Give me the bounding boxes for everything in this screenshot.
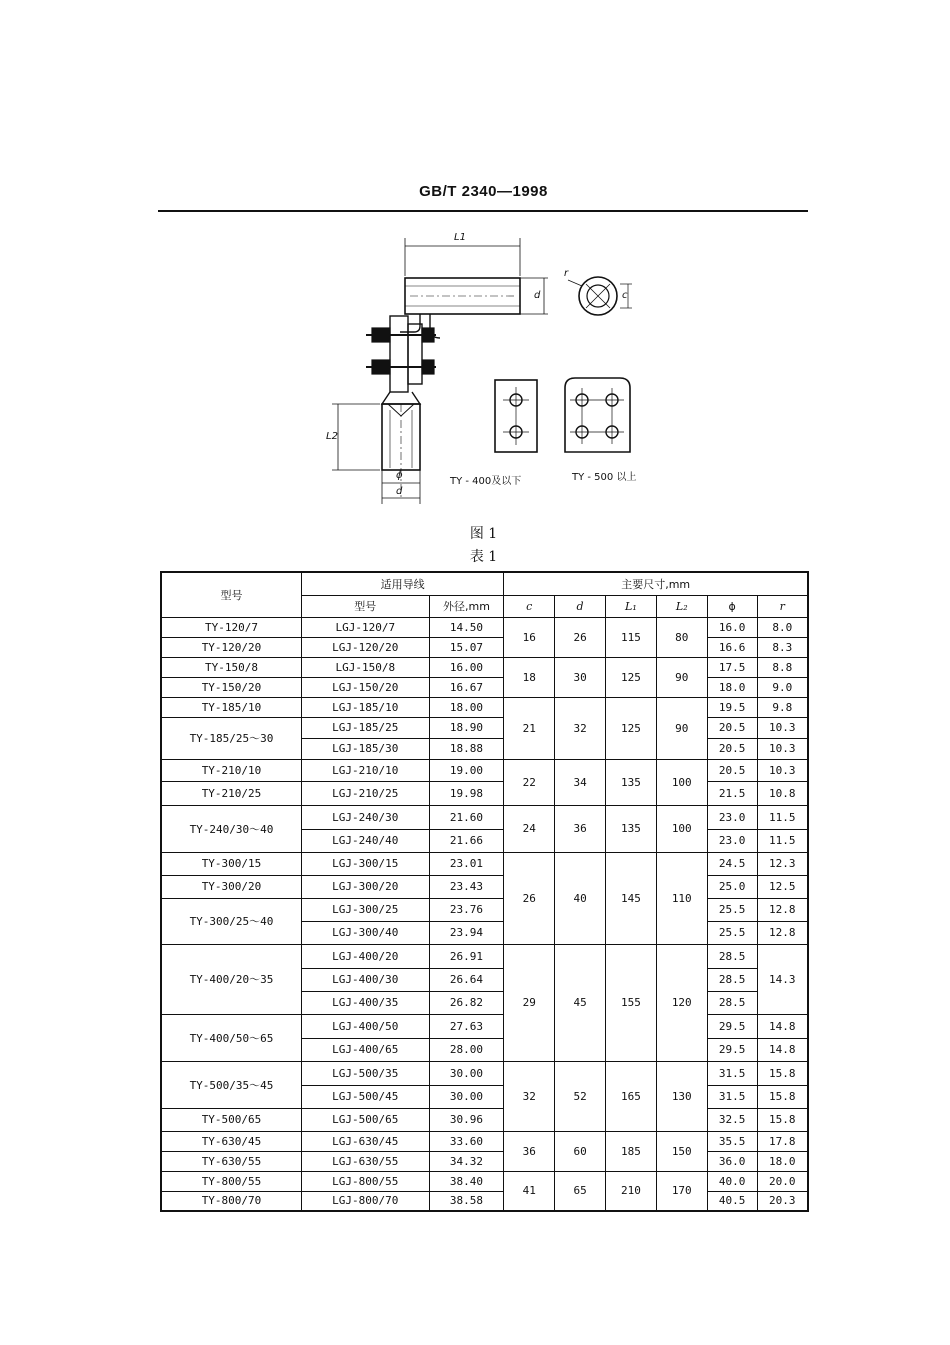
cell-d: 45 [555, 944, 606, 1061]
figure-1-drawing [320, 228, 650, 508]
cell-d: 52 [555, 1061, 606, 1131]
cell-dia: 18.00 [429, 697, 504, 717]
col-wire-model: 型号 [302, 595, 430, 617]
cell-r: 20.3 [757, 1191, 808, 1211]
cell-wire: LGJ-500/65 [302, 1108, 430, 1131]
cell-phi: 25.5 [707, 921, 757, 944]
cell-d: 30 [555, 657, 606, 697]
cell-wire: LGJ-800/55 [302, 1171, 430, 1191]
cell-wire: LGJ-630/45 [302, 1131, 430, 1151]
cell-d: 34 [555, 759, 606, 805]
label-L2: L2 [326, 431, 338, 442]
cell-wire: LGJ-150/20 [302, 677, 430, 697]
cell-dia: 27.63 [429, 1014, 504, 1038]
cell-model: TY-120/20 [161, 637, 302, 657]
cell-d: 36 [555, 805, 606, 852]
cell-L1: 135 [605, 759, 656, 805]
cell-r: 11.5 [757, 829, 808, 852]
cell-model: TY-210/25 [161, 781, 302, 805]
table-row [161, 944, 808, 968]
cell-L2: 80 [656, 617, 707, 657]
table-row [161, 1131, 808, 1151]
cell-phi: 16.6 [707, 637, 757, 657]
table-row [161, 1108, 808, 1131]
header-rule [158, 210, 808, 212]
table-caption: 表 1 [469, 549, 498, 565]
cell-r: 20.0 [757, 1171, 808, 1191]
cell-dia: 21.60 [429, 805, 504, 829]
cell-wire: LGJ-400/20 [302, 944, 430, 968]
col-wire-group: 适用导线 [302, 572, 504, 595]
cell-L1: 125 [605, 697, 656, 759]
cell-dia: 34.32 [429, 1151, 504, 1171]
table-row [161, 852, 808, 875]
cell-c: 26 [504, 852, 555, 944]
table-row [161, 898, 808, 921]
cell-model: TY-240/30～40 [161, 805, 302, 852]
cell-model: TY-630/55 [161, 1151, 302, 1171]
cell-r: 10.3 [757, 759, 808, 781]
cell-r: 17.8 [757, 1131, 808, 1151]
cell-wire: LGJ-300/40 [302, 921, 430, 944]
cell-model: TY-185/10 [161, 697, 302, 717]
cell-wire: LGJ-400/35 [302, 991, 430, 1014]
col-phi: ϕ [707, 595, 757, 617]
cell-phi: 29.5 [707, 1038, 757, 1061]
cell-wire: LGJ-500/45 [302, 1085, 430, 1108]
cell-dia: 16.67 [429, 677, 504, 697]
cell-wire: LGJ-185/25 [302, 717, 430, 738]
cell-r: 9.8 [757, 697, 808, 717]
cell-wire: LGJ-400/30 [302, 968, 430, 991]
cell-c: 21 [504, 697, 555, 759]
spec-table [160, 571, 809, 1212]
cell-dia: 26.91 [429, 944, 504, 968]
cell-phi: 23.0 [707, 829, 757, 852]
cell-phi: 17.5 [707, 657, 757, 677]
cell-model: TY-400/20～35 [161, 944, 302, 1014]
cell-wire: LGJ-185/10 [302, 697, 430, 717]
cell-c: 22 [504, 759, 555, 805]
cell-L1: 155 [605, 944, 656, 1061]
cell-r: 15.8 [757, 1108, 808, 1131]
cell-wire: LGJ-120/7 [302, 617, 430, 637]
cell-L1: 135 [605, 805, 656, 852]
cell-L2: 90 [656, 697, 707, 759]
cell-wire: LGJ-400/50 [302, 1014, 430, 1038]
cell-L2: 100 [656, 805, 707, 852]
cell-model: TY-500/35～45 [161, 1061, 302, 1108]
cell-wire: LGJ-300/15 [302, 852, 430, 875]
cell-phi: 25.5 [707, 898, 757, 921]
cell-c: 18 [504, 657, 555, 697]
table-row [161, 1151, 808, 1171]
label-ty400-and-below: TY - 400及以下 [450, 476, 522, 487]
cell-c: 29 [504, 944, 555, 1061]
cell-wire: LGJ-630/55 [302, 1151, 430, 1171]
cell-phi: 29.5 [707, 1014, 757, 1038]
label-c: c [622, 290, 628, 301]
cell-model: TY-210/10 [161, 759, 302, 781]
figure-caption: 图 1 [469, 526, 498, 542]
cell-phi: 28.5 [707, 944, 757, 968]
cell-L2: 120 [656, 944, 707, 1061]
cell-dia: 30.96 [429, 1108, 504, 1131]
cell-r: 18.0 [757, 1151, 808, 1171]
cell-r: 10.3 [757, 738, 808, 759]
cell-wire: LGJ-240/40 [302, 829, 430, 852]
standard-header: GB/T 2340—1998 [419, 183, 548, 200]
table-row [161, 657, 808, 677]
table-row [161, 759, 808, 781]
cell-wire: LGJ-800/70 [302, 1191, 430, 1211]
cell-dia: 28.00 [429, 1038, 504, 1061]
cell-phi: 20.5 [707, 717, 757, 738]
table-row [161, 717, 808, 738]
cell-L2: 110 [656, 852, 707, 944]
cell-r: 14.8 [757, 1038, 808, 1061]
cell-wire: LGJ-210/10 [302, 759, 430, 781]
cell-dia: 23.76 [429, 898, 504, 921]
table-row [161, 1171, 808, 1191]
cell-r: 15.8 [757, 1061, 808, 1085]
cell-d: 26 [555, 617, 606, 657]
cell-d: 65 [555, 1171, 606, 1211]
cell-model: TY-300/20 [161, 875, 302, 898]
cell-L2: 90 [656, 657, 707, 697]
cell-r: 8.0 [757, 617, 808, 637]
table-row [161, 1191, 808, 1211]
cell-L2: 100 [656, 759, 707, 805]
cell-c: 16 [504, 617, 555, 657]
cell-phi: 20.5 [707, 738, 757, 759]
cell-phi: 20.5 [707, 759, 757, 781]
col-c: c [504, 595, 555, 617]
cell-r: 8.3 [757, 637, 808, 657]
cell-model: TY-150/8 [161, 657, 302, 677]
cell-dia: 38.40 [429, 1171, 504, 1191]
cell-phi: 31.5 [707, 1061, 757, 1085]
cell-dia: 30.00 [429, 1061, 504, 1085]
cell-phi: 16.0 [707, 617, 757, 637]
cell-d: 32 [555, 697, 606, 759]
table-row [161, 781, 808, 805]
cell-dia: 16.00 [429, 657, 504, 677]
cell-r: 10.3 [757, 717, 808, 738]
col-r: r [757, 595, 808, 617]
cell-dia: 33.60 [429, 1131, 504, 1151]
cell-r: 15.8 [757, 1085, 808, 1108]
cell-L1: 210 [605, 1171, 656, 1211]
cell-wire: LGJ-500/35 [302, 1061, 430, 1085]
cell-r: 12.5 [757, 875, 808, 898]
cell-dia: 18.88 [429, 738, 504, 759]
cell-dia: 18.90 [429, 717, 504, 738]
cell-L2: 150 [656, 1131, 707, 1171]
label-L1: L1 [454, 232, 466, 243]
cell-dia: 23.43 [429, 875, 504, 898]
cell-phi: 36.0 [707, 1151, 757, 1171]
cell-wire: LGJ-400/65 [302, 1038, 430, 1061]
cell-phi: 23.0 [707, 805, 757, 829]
cell-dia: 23.01 [429, 852, 504, 875]
table-row [161, 805, 808, 829]
cell-dia: 26.64 [429, 968, 504, 991]
cell-dia: 38.58 [429, 1191, 504, 1211]
table-row [161, 875, 808, 898]
clamp-drawing [320, 228, 650, 508]
cell-c: 41 [504, 1171, 555, 1211]
table-row [161, 697, 808, 717]
cell-phi: 19.5 [707, 697, 757, 717]
cell-r: 14.3 [757, 944, 808, 1014]
cell-phi: 21.5 [707, 781, 757, 805]
cell-c: 36 [504, 1131, 555, 1171]
cell-r: 10.8 [757, 781, 808, 805]
cell-phi: 24.5 [707, 852, 757, 875]
cell-r: 12.8 [757, 921, 808, 944]
cell-dia: 19.98 [429, 781, 504, 805]
col-L2: L₂ [656, 595, 707, 617]
col-wire-diameter: 外径,mm [429, 595, 504, 617]
cell-L2: 170 [656, 1171, 707, 1211]
cell-wire: LGJ-120/20 [302, 637, 430, 657]
cell-dia: 26.82 [429, 991, 504, 1014]
cell-c: 32 [504, 1061, 555, 1131]
cell-r: 8.8 [757, 657, 808, 677]
cell-dia: 30.00 [429, 1085, 504, 1108]
cell-r: 12.3 [757, 852, 808, 875]
label-r: r [564, 268, 569, 279]
table-row [161, 617, 808, 637]
cell-model: TY-800/55 [161, 1171, 302, 1191]
label-phi: ϕ [396, 470, 403, 481]
cell-d: 40 [555, 852, 606, 944]
table-row [161, 677, 808, 697]
cell-dia: 19.00 [429, 759, 504, 781]
col-dims-group: 主要尺寸,mm [504, 572, 808, 595]
cell-dia: 15.07 [429, 637, 504, 657]
cell-wire: LGJ-185/30 [302, 738, 430, 759]
cell-L1: 165 [605, 1061, 656, 1131]
cell-L1: 185 [605, 1131, 656, 1171]
table-row [161, 1014, 808, 1038]
cell-phi: 40.0 [707, 1171, 757, 1191]
cell-wire: LGJ-150/8 [302, 657, 430, 677]
cell-dia: 21.66 [429, 829, 504, 852]
cell-wire: LGJ-300/25 [302, 898, 430, 921]
cell-model: TY-150/20 [161, 677, 302, 697]
cell-phi: 32.5 [707, 1108, 757, 1131]
cell-phi: 28.5 [707, 991, 757, 1014]
cell-d: 60 [555, 1131, 606, 1171]
cell-L1: 145 [605, 852, 656, 944]
col-model: 型号 [161, 572, 302, 617]
cell-L1: 125 [605, 657, 656, 697]
cell-r: 11.5 [757, 805, 808, 829]
cell-dia: 14.50 [429, 617, 504, 637]
cell-wire: LGJ-210/25 [302, 781, 430, 805]
cell-r: 9.0 [757, 677, 808, 697]
cell-r: 12.8 [757, 898, 808, 921]
cell-model: TY-630/45 [161, 1131, 302, 1151]
cell-phi: 18.0 [707, 677, 757, 697]
cell-phi: 31.5 [707, 1085, 757, 1108]
cell-c: 24 [504, 805, 555, 852]
cell-model: TY-185/25～30 [161, 717, 302, 759]
cell-model: TY-500/65 [161, 1108, 302, 1131]
cell-model: TY-120/7 [161, 617, 302, 637]
col-L1: L₁ [605, 595, 656, 617]
label-ty500-and-above: TY - 500 以上 [572, 472, 637, 483]
cell-phi: 35.5 [707, 1131, 757, 1151]
cell-wire: LGJ-300/20 [302, 875, 430, 898]
cell-L2: 130 [656, 1061, 707, 1131]
cell-phi: 25.0 [707, 875, 757, 898]
table-row [161, 1061, 808, 1085]
cell-model: TY-300/15 [161, 852, 302, 875]
cell-model: TY-300/25～40 [161, 898, 302, 944]
col-d: d [555, 595, 606, 617]
cell-model: TY-800/70 [161, 1191, 302, 1211]
cell-wire: LGJ-240/30 [302, 805, 430, 829]
label-d-top: d [534, 290, 541, 301]
cell-r: 14.8 [757, 1014, 808, 1038]
cell-phi: 40.5 [707, 1191, 757, 1211]
cell-phi: 28.5 [707, 968, 757, 991]
table-row [161, 637, 808, 657]
cell-L1: 115 [605, 617, 656, 657]
label-d-bottom: d [396, 486, 403, 497]
cell-model: TY-400/50～65 [161, 1014, 302, 1061]
cell-dia: 23.94 [429, 921, 504, 944]
